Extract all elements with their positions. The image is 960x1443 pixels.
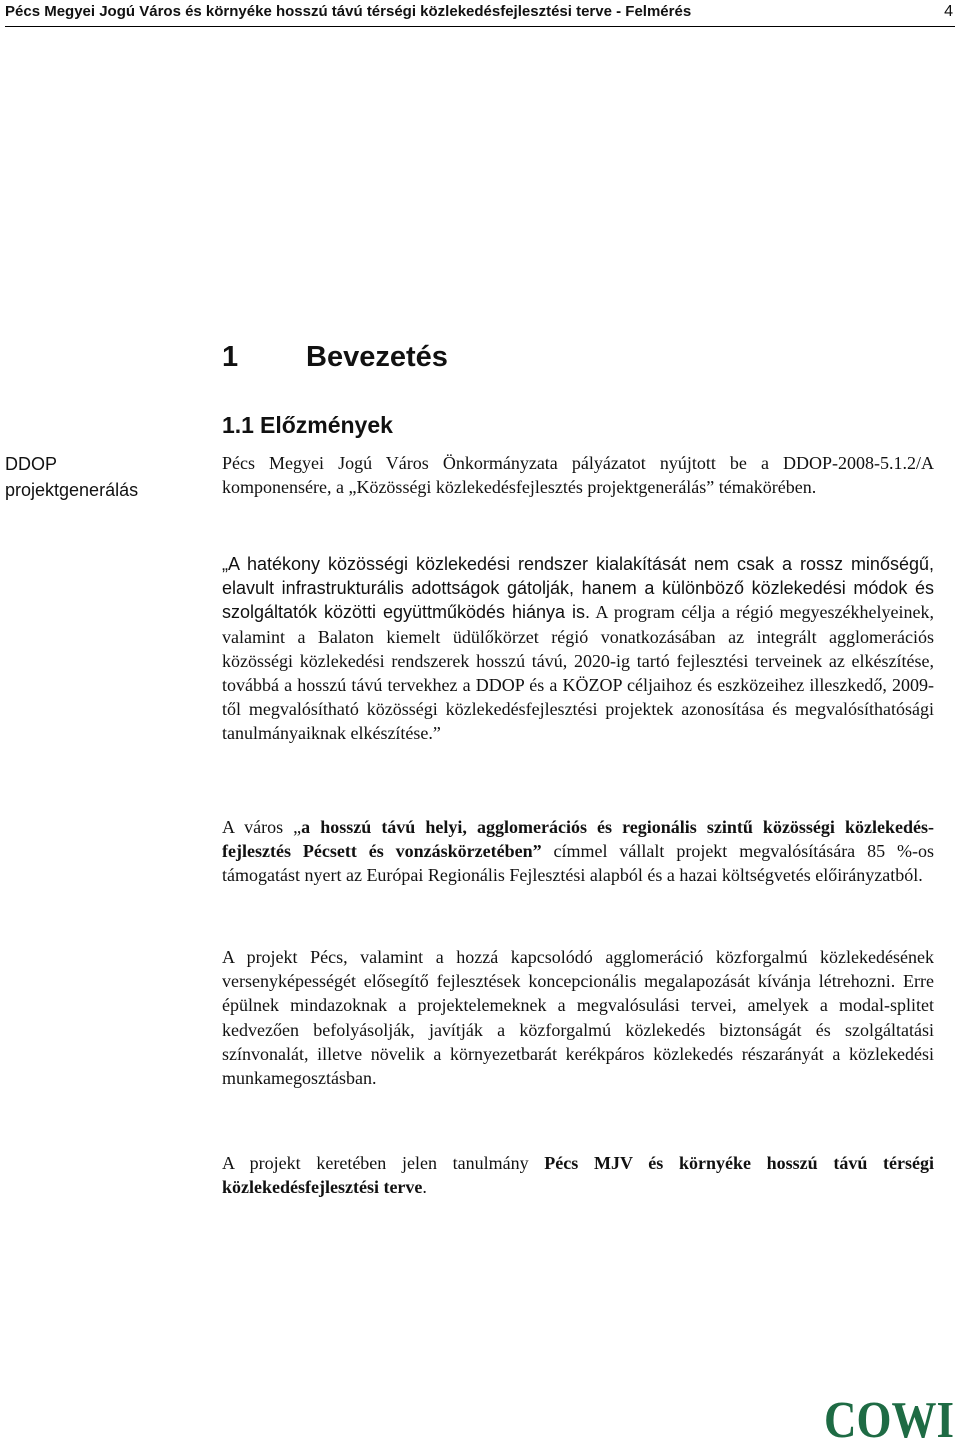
study-text-pre: A projekt keretében jelen tanulmány [222,1153,545,1173]
paragraph-study [222,1151,934,1199]
project-text-pre: A város „ [222,817,302,837]
project-title: a hosszú távú helyi, agglomerációs és regionális szintű közösségi közlekedés-fejlesztés Pécsett és vonzáskörzetében” [222,817,934,862]
project-text-post: címmel vállalt projekt megvalósítására 85 %-os támogatást nyert az Európai Regionális Fejlesztési alapból és a hazai költségvetés előirányzatból. [222,841,934,886]
study-title: Pécs MJV és környéke hosszú távú térségi közlekedésfejlesztési terve [222,1153,934,1198]
cowi-logo [824,1393,956,1441]
page-header [5,2,955,27]
header-title: Pécs Megyei Jogú Város és környéke hosszú távú térségi közlekedésfejlesztési terve - Felmérés [5,3,692,20]
paragraph-project [222,815,934,888]
heading-2-text: Előzmények [259,412,393,438]
study-text-post: . [422,1177,427,1198]
margin-note-line-2: projektgenerálás [5,480,139,500]
margin-note [5,451,205,503]
heading-1-number: 1 [222,341,239,373]
heading-1-text: Bevezetés [306,341,448,373]
cowi-logo-text: COWI [824,1392,954,1443]
page-number: 4 [944,3,953,20]
paragraph-intro: Pécs Megyei Jogú Város Önkormányzata pályázatot nyújtott be a DDOP-2008-5.1.2/A komponensére, a „Közösségi közlekedésfejlesztés projektgenerálás” témakörében. [222,453,934,498]
heading-1 [222,341,448,374]
margin-note-line-1: DDOP [5,454,58,474]
heading-2-number: 1.1 [222,412,254,438]
heading-2 [222,412,393,439]
paragraph-quote [222,552,934,746]
quote-part-2: A program célja a régió megyeszékhelyeinek, valamint a Balaton kiemelt üdülőkörzet régió vonatkozásában az integrált agglomerációs közösségi közlekedési rendszerek hosszú távú, 2020-ig tartó fejlesztési terveinek az elkészítése, továbbá a hosszú távú tervekhez a DDOP és a KÖZOP céljaihoz és eszközeihez illeszkedő, 2009-től megvalósítható közösségi közlekedésfejlesztési projektek azonosítása és megvalósíthatósági tanulmányaiknak elkészítése.” [222,602,934,744]
quote-part-1: „A hatékony közösségi közlekedési rendszer kialakítását nem csak a rossz minőségű, elavult infrastrukturális adottságok gátolják, hanem a különböző közlekedési módok és szolgáltatók közötti együttműködés hiánya is. [222,554,934,623]
paragraph-goals: A projekt Pécs, valamint a hozzá kapcsolódó agglomeráció közforgalmú közlekedésének versenyképességét elősegítő fejlesztések koncepcionális megalapozását kívánja létrehozni. Erre épülnek mindazoknak a projektelemeknek a megvalósulási tervei, amelyek a modal-splitet kedvezően befolyásolják, javítják a közforgalmú közlekedés biztonságát és szolgáltatási színvonalát, illetve növelik a környezetbarát kerékpáros közlekedés részarányát a közlekedési munkamegosztásban. [222,947,934,1089]
